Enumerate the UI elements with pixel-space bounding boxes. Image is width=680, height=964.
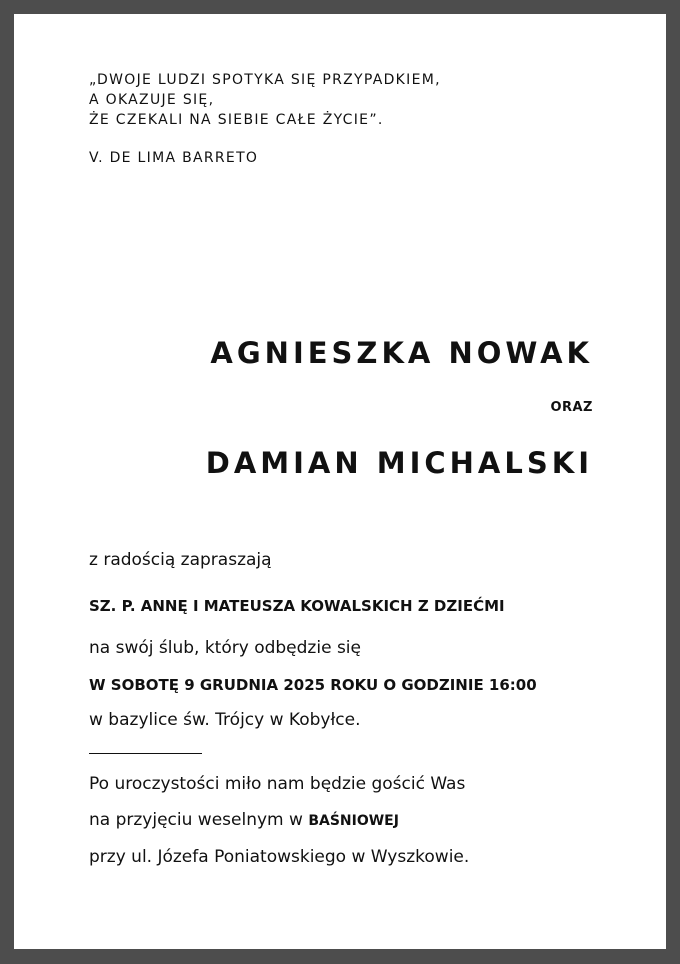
quote-line-2: A OKAZUJE SIĘ, xyxy=(89,92,215,108)
wedding-text: na swój ślub, który odbędzie się xyxy=(89,638,361,658)
ceremony-place: w bazylice św. Trójcy w Kobyłce. xyxy=(89,710,361,730)
guest-names: SZ. P. ANNĘ I MATEUSZA KOWALSKICH Z DZIEĆMI xyxy=(89,597,505,615)
reception-line-2-text: na przyjęciu weselnym w xyxy=(89,810,309,830)
reception-venue: BAŚNIOWEJ xyxy=(308,813,399,829)
quote-line-1: „DWOJE LUDZI SPOTYKA SIĘ PRZYPADKIEM, xyxy=(89,72,441,88)
wedding-date: W SOBOTĘ 9 GRUDNIA 2025 ROKU O GODZINIE 16:00 xyxy=(89,676,537,694)
groom-name: DAMIAN MICHALSKI xyxy=(205,446,593,480)
divider xyxy=(89,753,202,754)
quote-author: V. DE LIMA BARRETO xyxy=(89,150,259,166)
invitation-card xyxy=(14,14,666,949)
reception-line-2 xyxy=(89,810,399,830)
reception-line-1: Po uroczystości miło nam będzie gościć Was xyxy=(89,774,466,794)
quote-line-3: ŻE CZEKALI NA SIEBIE CAŁE ŻYCIE”. xyxy=(89,112,384,128)
bride-name: AGNIESZKA NOWAK xyxy=(210,336,593,370)
reception-line-3: przy ul. Józefa Poniatowskiego w Wyszkowie. xyxy=(89,847,470,867)
invite-text: z radością zapraszają xyxy=(89,550,272,570)
quote xyxy=(89,70,441,130)
connector-text: ORAZ xyxy=(550,400,593,415)
